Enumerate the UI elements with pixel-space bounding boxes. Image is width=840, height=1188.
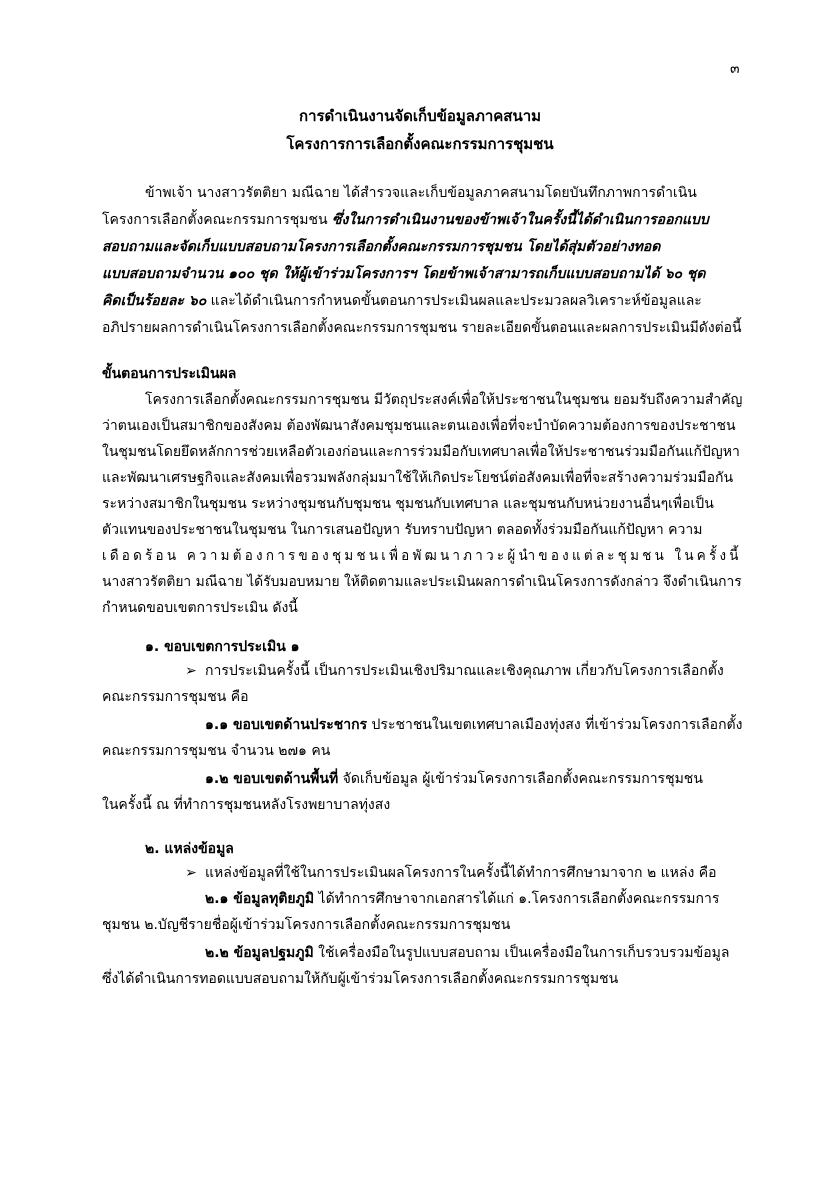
page-number: ๓ [730, 61, 740, 77]
intro-line-5 [102, 291, 702, 311]
intro-line-2 [102, 210, 709, 230]
scope-item-1-2 [205, 769, 703, 789]
sources-item-2-1-text: ได้ทำการศึกษาจากเอกสารได้แก่ ๑.โครงการเลือกตั้งคณะกรรมการ [314, 891, 720, 907]
section-heading-evaluation: ขั้นตอนการประเมินผล [102, 366, 237, 382]
intro-line-6: อภิปรายผลการดำเนินโครงการเลือกตั้งคณะกรรมการชุมชน รายละเอียดขั้นตอนและผลการประเมินมีดังต่อนี้ [102, 320, 742, 336]
scope-item-1-2-cont: ในครั้งนี้ ณ ที่ทำการชุมชนหลังโรงพยาบาลทุ่งสง [102, 797, 391, 813]
document-title-line-1: การดำเนินงานจัดเก็บข้อมูลภาคสนาม [298, 107, 542, 125]
sources-item-2-2 [205, 943, 729, 963]
intro-line-5-emphasis: คิดเป็นร้อยละ ๖๐ [102, 293, 207, 309]
eval-line-8: นางสาวรัตติยา มณีฉาย ได้รับมอบหมาย ให้ติดตามและประเมินผลการดำเนินโครงการดังกล่าว จึงดำเนินการ [102, 574, 742, 590]
sources-bullet-1-text: แหล่งข้อมูลที่ใช้ในการประเมินผลโครงการในครั้งนี้ได้ทำการศึกษามาจาก ๒ แหล่ง คือ [205, 865, 717, 881]
intro-line-1: ข้าพเจ้า นางสาวรัตติยา มณีฉาย ได้สำรวจและเก็บข้อมูลภาคสนามโดยบันทึกภาพการดำเนิน [145, 185, 697, 201]
intro-line-4: แบบสอบถามจำนวน ๑๐๐ ชุด ให้ผู้เข้าร่วมโครงการฯ โดยข้าพเจ้าสามารถเก็บแบบสอบถามได้ ๖๐ ชุด [102, 266, 706, 282]
eval-line-7: เดือดร้อน ความต้องการของชุมชนเพื่อพัฒนาภาวะผู้นำของแต่ละชุมชน ในครั้งนี้ [102, 548, 742, 564]
sources-bullet-1 [183, 863, 717, 883]
arrow-bullet-icon: ➢ [185, 663, 197, 679]
sources-item-2-1 [205, 889, 719, 909]
sources-item-2-2-label: ๒.๒ ข้อมูลปฐมภูมิ [205, 945, 314, 961]
scope-bullet-1 [183, 661, 724, 681]
sources-item-2-2-text: ใช้เครื่องมือในรูปแบบสอบถาม เป็นเครื่องมือในการเก็บรวบรวมข้อมูล [313, 945, 730, 961]
eval-line-4: และพัฒนาเศรษฐกิจและสังคมเพื่อรวมพลังกลุ่มมาใช้ให้เกิดประโยชน์ต่อสังคมเพื่อที่จะสร้างความร่วมมือกัน [102, 470, 734, 486]
scope-bullet-1-cont: คณะกรรมการชุมชน คือ [102, 689, 249, 705]
intro-line-5-normal: และได้ดำเนินการกำหนดขั้นตอนการประเมินผลและประมวลผลวิเคราะห์ข้อมูลและ [206, 293, 702, 309]
sources-heading: ๒. แหล่งข้อมูล [145, 841, 234, 857]
scope-item-1-1-label: ๑.๑ ขอบเขตด้านประชากร [205, 717, 368, 733]
sources-item-2-1-label: ๒.๑ ข้อมูลทุติยภูมิ [205, 891, 315, 907]
scope-bullet-1-text: การประเมินครั้งนี้ เป็นการประเมินเชิงปริมาณและเชิงคุณภาพ เกี่ยวกับโครงการเลือกตั้ง [205, 663, 724, 679]
scope-item-1-1 [205, 715, 742, 735]
eval-line-3: ในชุมชนโดยยึดหลักการช่วยเหลือตัวเองก่อนและการร่วมมือกับเทศบาลเพื่อให้ประชาชนร่วมมือกันแก้ปัญหา [102, 444, 740, 460]
scope-item-1-1-cont: คณะกรรมการชุมชน จำนวน ๒๗๑ คน [102, 743, 331, 759]
document-title-line-2: โครงการการเลือกตั้งคณะกรรมการชุมชน [286, 135, 554, 153]
eval-line-9: กำหนดขอบเขตการประเมิน ดังนี้ [102, 600, 298, 616]
arrow-bullet-icon: ➢ [185, 865, 197, 881]
eval-line-1: โครงการเลือกตั้งคณะกรรมการชุมชน มีวัตถุประสงค์เพื่อให้ประชาชนในชุมชน ยอมรับถึงความสำคัญ [145, 392, 743, 408]
eval-line-6: ตัวแทนของประชาชนในชุมชน ในการเสนอปัญหา รับทราบปัญหา ตลอดทั้งร่วมมือกันแก้ปัญหา ความ [102, 522, 703, 538]
intro-line-2-emphasis: ซึ่งในการดำเนินงานของข้าพเจ้าในครั้งนี้ได้ดำเนินการออกแบบ [332, 212, 709, 228]
sources-item-2-1-cont: ชุมชน ๒.บัญชีรายชื่อผู้เข้าร่วมโครงการเลือกตั้งคณะกรรมการชุมชน [102, 917, 511, 933]
eval-line-5: ระหว่างสมาชิกในชุมชน ระหว่างชุมชนกับชุมชน ชุมชนกับเทศบาล และชุมชนกับหน่วยงานอื่นๆเพื่อเป็น [102, 496, 714, 512]
scope-item-1-1-text: ประชาชนในเขตเทศบาลเมืองทุ่งสง ที่เข้าร่วมโครงการเลือกตั้ง [367, 717, 743, 733]
sources-item-2-2-cont: ซึ่งได้ดำเนินการทอดแบบสอบถามให้กับผู้เข้าร่วมโครงการเลือกตั้งคณะกรรมการชุมชน [102, 971, 619, 987]
intro-line-2-normal: โครงการเลือกตั้งคณะกรรมการชุมชน [102, 212, 333, 228]
eval-line-2: ว่าตนเองเป็นสมาชิกของสังคม ต้องพัฒนาสังคมชุมชนและตนเองเพื่อที่จะบำบัดความต้องการของประชาชน [102, 418, 736, 434]
scope-item-1-2-text: จัดเก็บข้อมูล ผู้เข้าร่วมโครงการเลือกตั้งคณะกรรมการชุมชน [338, 771, 703, 787]
scope-item-1-2-label: ๑.๒ ขอบเขตด้านพื้นที่ [205, 771, 339, 787]
scope-heading: ๑. ขอบเขตการประเมิน ๑ [145, 639, 300, 655]
intro-line-3: สอบถามและจัดเก็บแบบสอบถามโครงการเลือกตั้งคณะกรรมการชุมชน โดยได้สุ่มตัวอย่างทอด [102, 239, 661, 255]
